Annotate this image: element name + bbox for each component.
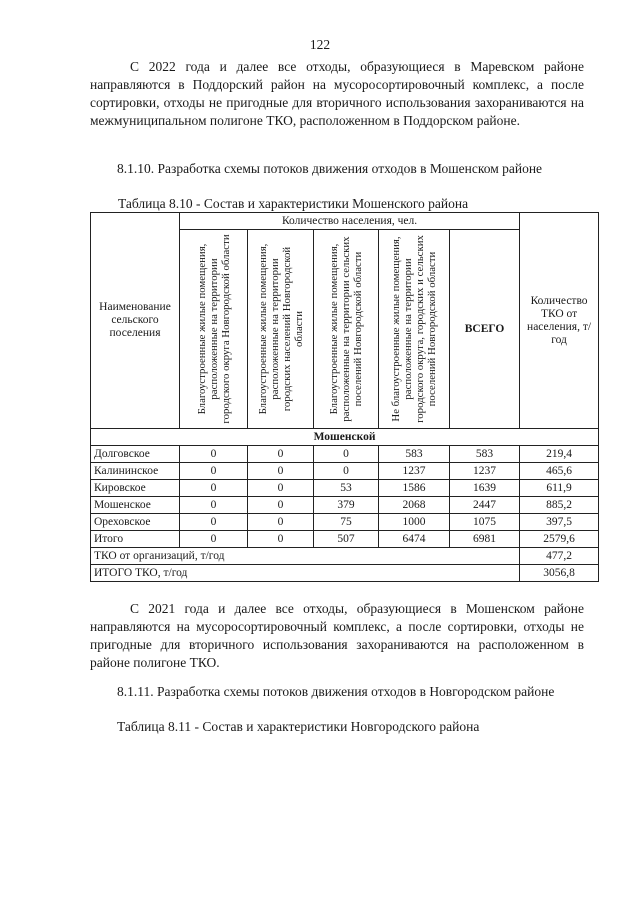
cell-total: 2447 <box>450 497 520 514</box>
header-pop-unimproved <box>379 230 450 429</box>
table-row <box>91 514 599 531</box>
paragraph-moshensky <box>90 600 584 672</box>
header-pop-rural-settlements <box>314 230 379 429</box>
header-pop-4-text: Не благоустроенные жилые помещения, расположенные на территории городского округа, городских и сельских поселений Новгородской области <box>390 235 438 423</box>
cell-v1: 0 <box>180 446 248 463</box>
paragraph-mareva <box>90 58 584 130</box>
cell-tko: 397,5 <box>520 514 599 531</box>
table-row <box>91 463 599 480</box>
section-heading-8-1-11: 8.1.11. Разработка схемы потоков движения отходов в Новгородском районе <box>117 684 555 699</box>
table-row-organizations <box>91 548 599 565</box>
cell-tko: 465,6 <box>520 463 599 480</box>
table-row <box>91 497 599 514</box>
cell-name: Ореховское <box>91 514 180 531</box>
cell-name: Калининское <box>91 463 180 480</box>
cell-total: 1237 <box>450 463 520 480</box>
paragraph-text: С 2021 года и далее все отходы, образующиеся в Мошенском районе направляются на мусоросортировочный комплекс, а после сортировки, отходы не пригодные для вторичного использования захораниваются на расположенном в районе полигоне ТКО. <box>90 601 584 670</box>
header-total: ВСЕГО <box>450 230 520 429</box>
cell-v4: 1000 <box>379 514 450 531</box>
cell-name: Итого <box>91 531 180 548</box>
cell-v3: 75 <box>314 514 379 531</box>
cell-v4: 2068 <box>379 497 450 514</box>
cell-name: Долговское <box>91 446 180 463</box>
moshensky-table <box>90 212 599 582</box>
cell-v3: 507 <box>314 531 379 548</box>
header-pop-3-text: Благоустроенные жилые помещения, расположенные на территории сельских поселений Новгородской области <box>328 236 364 422</box>
table-row-grand-total <box>91 565 599 582</box>
page-number: 122 <box>309 37 331 52</box>
cell-v1: 0 <box>180 531 248 548</box>
cell-v2: 0 <box>248 463 314 480</box>
cell-total: 583 <box>450 446 520 463</box>
cell-total: 1075 <box>450 514 520 531</box>
cell-name: Кировское <box>91 480 180 497</box>
section-heading-8-1-10: 8.1.10. Разработка схемы потоков движения отходов в Мошенском районе <box>117 161 543 176</box>
cell-name: Мошенское <box>91 497 180 514</box>
cell-v4: 583 <box>379 446 450 463</box>
header-pop-2-text: Благоустроенные жилые помещения, расположенные на территории городских населений Новгородской области <box>256 243 305 415</box>
cell-v1: 0 <box>180 480 248 497</box>
cell-v3: 0 <box>314 463 379 480</box>
header-population-group: Количество населения, чел. <box>180 213 520 230</box>
cell-total: 6981 <box>450 531 520 548</box>
cell-v2: 0 <box>248 480 314 497</box>
table-row <box>91 480 599 497</box>
cell-v3: 0 <box>314 446 379 463</box>
header-tko: Количество ТКО от населения, т/год <box>520 213 599 429</box>
grand-label: ИТОГО ТКО, т/год <box>91 565 520 582</box>
table-caption-8-11: Таблица 8.11 - Состав и характеристики Новгородского района <box>117 719 480 734</box>
header-settlement: Наименование сельского поселения <box>91 213 180 429</box>
table-row <box>91 446 599 463</box>
paragraph-text: С 2022 года и далее все отходы, образующиеся в Маревском районе направляются в Поддорский район на мусоросортировочный комплекс, а после сортировки, отходы не пригодные для вторичного использования захораниваются на межмуниципальном полигоне ТКО, расположенном в Поддорском районе. <box>90 59 584 128</box>
cell-v2: 0 <box>248 531 314 548</box>
table-header-row <box>91 213 599 230</box>
cell-tko: 2579,6 <box>520 531 599 548</box>
org-label: ТКО от организаций, т/год <box>91 548 520 565</box>
cell-v1: 0 <box>180 514 248 531</box>
cell-v2: 0 <box>248 497 314 514</box>
cell-v4: 1586 <box>379 480 450 497</box>
header-pop-1-text: Благоустроенные жилые помещения, расположенные на территории городского округа Новгородской области <box>195 234 232 424</box>
header-pop-urban-district <box>180 230 248 429</box>
district-name: Мошенской <box>91 429 599 446</box>
cell-v3: 53 <box>314 480 379 497</box>
cell-tko: 885,2 <box>520 497 599 514</box>
table-row-district <box>91 429 599 446</box>
cell-v1: 0 <box>180 497 248 514</box>
cell-v4: 6474 <box>379 531 450 548</box>
cell-total: 1639 <box>450 480 520 497</box>
cell-v2: 0 <box>248 514 314 531</box>
table-caption-8-10: Таблица 8.10 - Состав и характеристики Мошенского района <box>118 196 469 211</box>
cell-tko: 611,9 <box>520 480 599 497</box>
cell-v2: 0 <box>248 446 314 463</box>
table-row-total <box>91 531 599 548</box>
cell-v3: 379 <box>314 497 379 514</box>
cell-v1: 0 <box>180 463 248 480</box>
org-value: 477,2 <box>520 548 599 565</box>
header-pop-urban-settlements <box>248 230 314 429</box>
grand-value: 3056,8 <box>520 565 599 582</box>
cell-tko: 219,4 <box>520 446 599 463</box>
cell-v4: 1237 <box>379 463 450 480</box>
